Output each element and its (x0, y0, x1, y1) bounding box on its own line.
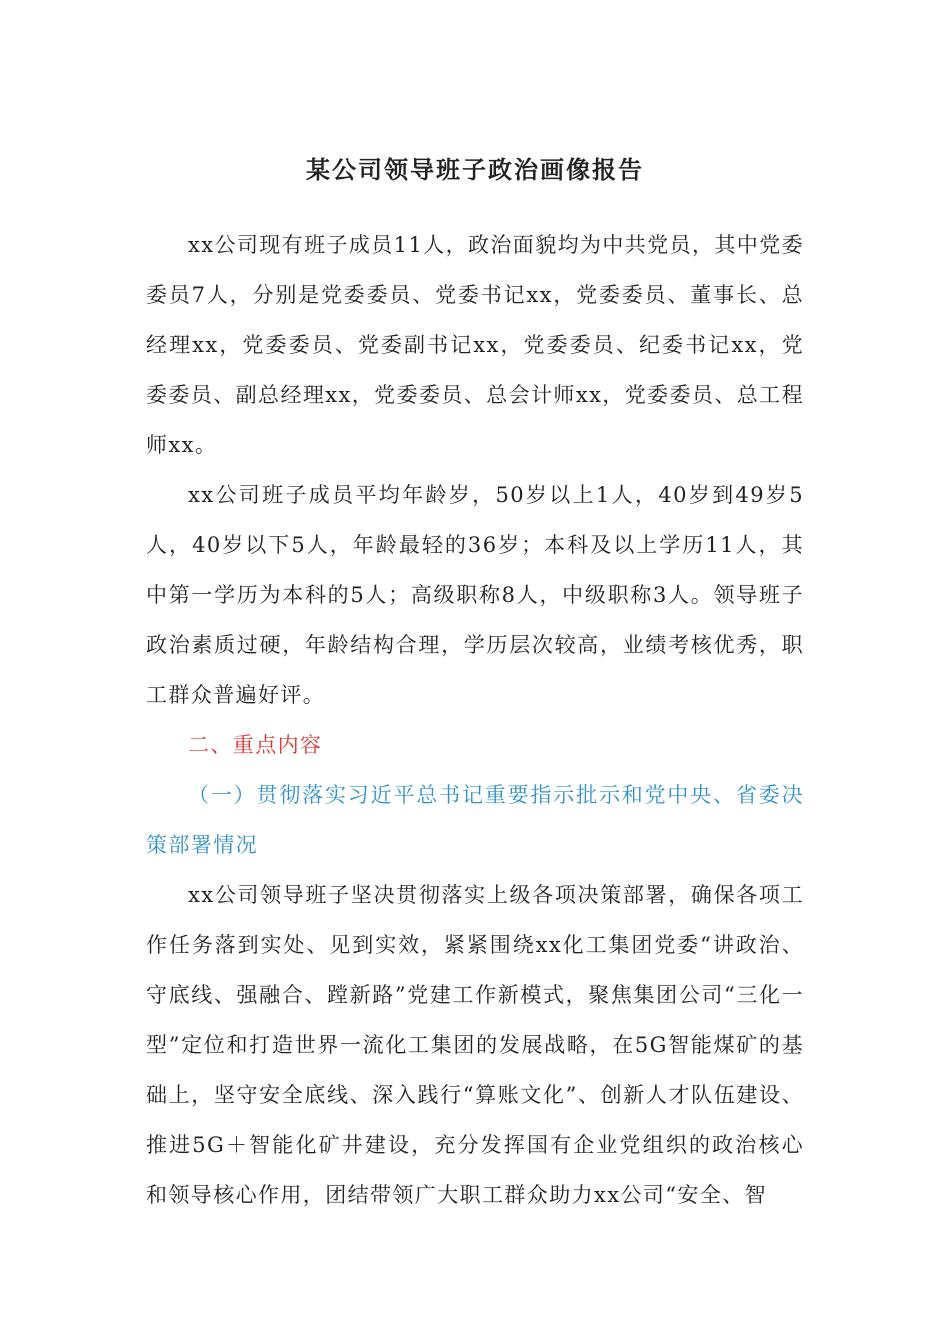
section-heading: 二、重点内容 (188, 733, 323, 757)
subsection-heading: （一）贯彻落实习近平总书记重要指示批示和党中央、省委决策部署情况 (146, 783, 804, 857)
paragraph-age-education: xx公司班子成员平均年龄岁，50岁以上1人，40岁到49岁5人，40岁以下5人，年龄最轻的36岁；本科及以上学历11人，其中第一学历为本科的5人；高级职称8人，中级职称3人。领导班子政治素质过硬，年龄结构合理，学历层次较高，业绩考核优秀，职工群众普遍好评。 (146, 483, 804, 707)
document-title: 某公司领导班子政治画像报告 (306, 155, 644, 184)
paragraph-implementation: xx公司领导班子坚决贯彻落实上级各项决策部署，确保各项工作任务落到实处、见到实效，紧紧围绕xx化工集团党委“讲政治、守底线、强融合、蹚新路”党建工作新模式，聚焦集团公司“三化一型”定位和打造世界一流化工集团的发展战略，在5G智能煤矿的基础上，坚守安全底线、深入践行“算账文化”、创新人才队伍建设、推进5G＋智能化矿井建设，充分发挥国有企业党组织的政治核心和领导核心作用，团结带领广大职工群众助力xx公司“安全、智 (146, 883, 804, 1207)
paragraph-members: xx公司现有班子成员11人，政治面貌均为中共党员，其中党委委员7人，分别是党委委员、党委书记xx，党委委员、董事长、总经理xx，党委委员、党委副书记xx，党委委员、纪委书记xx，党委委员、副总经理xx，党委委员、总会计师xx，党委委员、总工程师xx。 (146, 233, 805, 457)
